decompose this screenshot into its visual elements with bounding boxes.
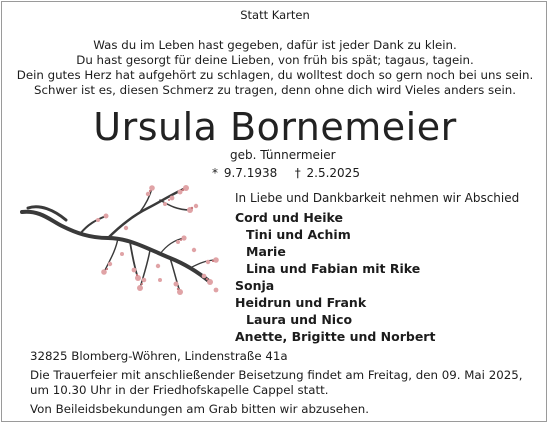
mourners-intro: In Liebe und Dankbarkeit nehmen wir Abschied: [235, 191, 520, 205]
mourner-name: Heidrun und Frank: [235, 295, 367, 310]
mourner-name: Sonja: [235, 278, 275, 293]
mourner-name: Lina und Fabian mit Rike: [246, 261, 421, 276]
mourner-name: Laura und Nico: [246, 312, 353, 327]
poem-line: Schwer ist es, diesen Schmerz zu tragen, denn ohne dich wird Vieles anders sein.: [34, 83, 516, 97]
mourner-name: Marie: [246, 244, 286, 259]
poem-line: Was du im Leben hast gegeben, dafür ist jeder Dank zu klein.: [93, 38, 457, 52]
funeral-info-line: Die Trauerfeier mit anschließender Beisetzung findet am Freitag, den 09. Mai 2025,: [30, 368, 523, 382]
mourner-name: Anette, Brigitte und Norbert: [235, 329, 436, 344]
cherry-blossom-branch-image: [20, 180, 225, 305]
poem-line: Du hast gesorgt für deine Lieben, von früh bis spät; tagaus, tagein.: [76, 53, 474, 67]
mourner-name: Tini und Achim: [246, 227, 351, 242]
birth-name: geb. Tünnermeier: [230, 148, 336, 162]
poem-line: Dein gutes Herz hat aufgehört zu schlagen, du wolltest doch so gern noch bei uns sein.: [16, 68, 534, 82]
header-text: Statt Karten: [240, 8, 310, 22]
mourner-name: Cord und Heike: [235, 210, 344, 225]
condolence-note: Von Beileidsbekundungen am Grab bitten wir abzusehen.: [30, 402, 369, 416]
address: 32825 Blomberg-Wöhren, Lindenstraße 41a: [30, 349, 288, 363]
deceased-name: Ursula Bornemeier: [93, 105, 457, 149]
life-dates: * 9.7.1938 † 2.5.2025: [212, 166, 360, 180]
funeral-info-line: um 10.30 Uhr in der Friedhofskapelle Cappel statt.: [30, 383, 329, 397]
